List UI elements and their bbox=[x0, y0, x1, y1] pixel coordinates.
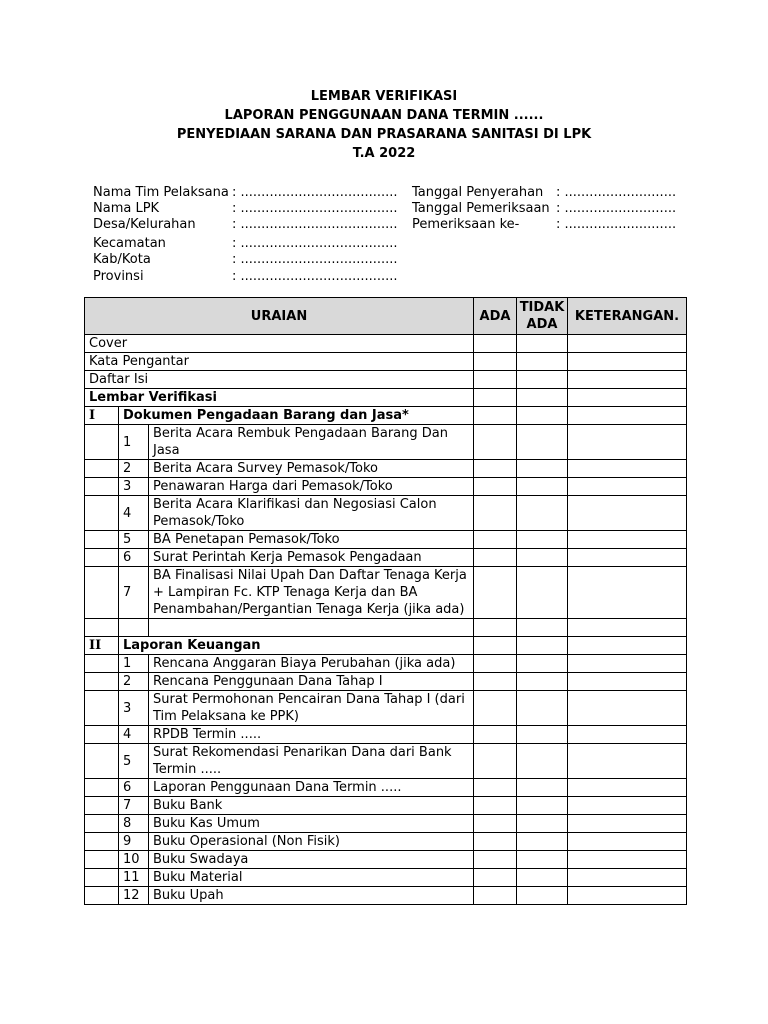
section-row bbox=[85, 407, 687, 425]
cell-keterangan[interactable] bbox=[568, 887, 687, 905]
cell-ada[interactable] bbox=[474, 833, 517, 851]
cell-ada[interactable] bbox=[474, 549, 517, 567]
item-text: Berita Acara Rembuk Pengadaan Barang Dan Jasa bbox=[149, 425, 474, 460]
item-number: 7 bbox=[119, 567, 149, 619]
blank-cell bbox=[149, 619, 474, 637]
cell-keterangan[interactable] bbox=[568, 353, 687, 371]
cell-keterangan[interactable] bbox=[568, 619, 687, 637]
cell-tidak-ada[interactable] bbox=[517, 619, 568, 637]
row-label: Cover bbox=[85, 335, 474, 353]
header-keterangan: KETERANGAN. bbox=[568, 298, 687, 335]
table-row bbox=[85, 460, 687, 478]
table-row bbox=[85, 425, 687, 460]
cell-keterangan[interactable] bbox=[568, 744, 687, 779]
item-text: Buku Upah bbox=[149, 887, 474, 905]
indent-cell bbox=[85, 833, 119, 851]
cell-keterangan[interactable] bbox=[568, 567, 687, 619]
item-number: 12 bbox=[119, 887, 149, 905]
title-line-1: LEMBAR VERIFIKASI bbox=[310, 89, 458, 104]
row-label: Daftar Isi bbox=[85, 371, 474, 389]
item-number: 2 bbox=[119, 673, 149, 691]
cell-tidak-ada[interactable] bbox=[517, 425, 568, 460]
cell-tidak-ada[interactable] bbox=[517, 335, 568, 353]
table-row bbox=[85, 887, 687, 905]
cell-ada[interactable] bbox=[474, 744, 517, 779]
item-number: 4 bbox=[119, 726, 149, 744]
info-label: Pemeriksaan ke- bbox=[412, 217, 520, 232]
table-row bbox=[85, 673, 687, 691]
indent-cell bbox=[85, 815, 119, 833]
item-text: BA Finalisasi Nilai Upah Dan Daftar Tenaga Kerja + Lampiran Fc. KTP Tenaga Kerja dan BA Penambahan/Pergantian Tenaga Kerja (jika ada) bbox=[149, 567, 474, 619]
item-text: Berita Acara Survey Pemasok/Toko bbox=[149, 460, 474, 478]
cell-tidak-ada[interactable] bbox=[517, 833, 568, 851]
cell-keterangan[interactable] bbox=[568, 407, 687, 425]
document-title bbox=[0, 87, 768, 163]
indent-cell bbox=[85, 655, 119, 673]
section-row bbox=[85, 637, 687, 655]
item-text: Buku Operasional (Non Fisik) bbox=[149, 833, 474, 851]
indent-cell bbox=[85, 673, 119, 691]
table-row bbox=[85, 478, 687, 496]
cell-ada[interactable] bbox=[474, 887, 517, 905]
cell-ada[interactable] bbox=[474, 815, 517, 833]
cell-tidak-ada[interactable] bbox=[517, 460, 568, 478]
cell-keterangan[interactable] bbox=[568, 851, 687, 869]
item-number: 5 bbox=[119, 744, 149, 779]
indent-cell bbox=[85, 887, 119, 905]
table-row bbox=[85, 353, 687, 371]
item-text: Surat Rekomendasi Penarikan Dana dari Bank Termin ..... bbox=[149, 744, 474, 779]
table-row bbox=[85, 531, 687, 549]
info-value: : ........................... bbox=[556, 201, 677, 216]
cell-tidak-ada[interactable] bbox=[517, 744, 568, 779]
cell-ada[interactable] bbox=[474, 531, 517, 549]
cell-ada[interactable] bbox=[474, 655, 517, 673]
cell-ada[interactable] bbox=[474, 460, 517, 478]
item-number: 10 bbox=[119, 851, 149, 869]
cell-ada[interactable] bbox=[474, 496, 517, 531]
header-uraian: URAIAN bbox=[85, 298, 474, 335]
cell-tidak-ada[interactable] bbox=[517, 851, 568, 869]
table-row bbox=[85, 851, 687, 869]
cell-keterangan[interactable] bbox=[568, 478, 687, 496]
item-number: 5 bbox=[119, 531, 149, 549]
item-number: 2 bbox=[119, 460, 149, 478]
item-number: 3 bbox=[119, 478, 149, 496]
info-label: Kecamatan bbox=[93, 236, 166, 251]
cell-ada[interactable] bbox=[474, 691, 517, 726]
table-row bbox=[85, 496, 687, 531]
item-text: Penawaran Harga dari Pemasok/Toko bbox=[149, 478, 474, 496]
table-body bbox=[85, 335, 687, 905]
cell-tidak-ada[interactable] bbox=[517, 478, 568, 496]
title-line-3: PENYEDIAAN SARANA DAN PRASARANA SANITASI DI LPK bbox=[176, 127, 592, 142]
header-ada: ADA bbox=[474, 298, 517, 335]
info-value: : ...................................... bbox=[232, 201, 398, 216]
cell-keterangan[interactable] bbox=[568, 637, 687, 655]
indent-cell bbox=[85, 691, 119, 726]
info-label: Tanggal Pemeriksaan bbox=[412, 201, 550, 216]
indent-cell bbox=[85, 797, 119, 815]
cell-ada[interactable] bbox=[474, 335, 517, 353]
item-text: Surat Permohonan Pencairan Dana Tahap I (dari Tim Pelaksana ke PPK) bbox=[149, 691, 474, 726]
cell-keterangan[interactable] bbox=[568, 726, 687, 744]
indent-cell bbox=[85, 425, 119, 460]
blank-row bbox=[85, 619, 687, 637]
item-number: 9 bbox=[119, 833, 149, 851]
item-text: BA Penetapan Pemasok/Toko bbox=[149, 531, 474, 549]
cell-ada[interactable] bbox=[474, 726, 517, 744]
info-value: : ........................... bbox=[556, 217, 677, 232]
cell-ada[interactable] bbox=[474, 353, 517, 371]
cell-tidak-ada[interactable] bbox=[517, 673, 568, 691]
cell-keterangan[interactable] bbox=[568, 833, 687, 851]
cell-ada[interactable] bbox=[474, 619, 517, 637]
row-label: Kata Pengantar bbox=[85, 353, 474, 371]
cell-ada[interactable] bbox=[474, 673, 517, 691]
cell-keterangan[interactable] bbox=[568, 425, 687, 460]
cell-keterangan[interactable] bbox=[568, 869, 687, 887]
cell-tidak-ada[interactable] bbox=[517, 567, 568, 619]
cell-tidak-ada[interactable] bbox=[517, 549, 568, 567]
cell-ada[interactable] bbox=[474, 371, 517, 389]
item-number: 3 bbox=[119, 691, 149, 726]
indent-cell bbox=[85, 460, 119, 478]
item-number: 6 bbox=[119, 549, 149, 567]
item-text: Buku Swadaya bbox=[149, 851, 474, 869]
indent-cell bbox=[85, 726, 119, 744]
item-number: 6 bbox=[119, 779, 149, 797]
cell-keterangan[interactable] bbox=[568, 389, 687, 407]
cell-tidak-ada[interactable] bbox=[517, 869, 568, 887]
indent-cell bbox=[85, 496, 119, 531]
cell-keterangan[interactable] bbox=[568, 549, 687, 567]
cell-tidak-ada[interactable] bbox=[517, 655, 568, 673]
item-text: Laporan Penggunaan Dana Termin ..... bbox=[149, 779, 474, 797]
title-line-4: T.A 2022 bbox=[352, 146, 416, 161]
item-number: 11 bbox=[119, 869, 149, 887]
item-number: 1 bbox=[119, 655, 149, 673]
cell-ada[interactable] bbox=[474, 797, 517, 815]
item-text: Buku Bank bbox=[149, 797, 474, 815]
info-value: : ........................... bbox=[556, 185, 677, 200]
item-text: Surat Perintah Kerja Pemasok Pengadaan bbox=[149, 549, 474, 567]
info-value: : ...................................... bbox=[232, 217, 398, 232]
cell-keterangan[interactable] bbox=[568, 673, 687, 691]
cell-keterangan[interactable] bbox=[568, 496, 687, 531]
indent-cell bbox=[85, 531, 119, 549]
indent-cell bbox=[85, 567, 119, 619]
info-label: Kab/Kota bbox=[93, 252, 151, 267]
table-row bbox=[85, 567, 687, 619]
info-label: Provinsi bbox=[93, 269, 144, 284]
cell-keterangan[interactable] bbox=[568, 531, 687, 549]
cell-keterangan[interactable] bbox=[568, 691, 687, 726]
title-line-2: LAPORAN PENGGUNAAN DANA TERMIN ...... bbox=[224, 108, 544, 123]
table-row bbox=[85, 691, 687, 726]
indent-cell bbox=[85, 869, 119, 887]
table-row bbox=[85, 549, 687, 567]
info-value: : ...................................... bbox=[232, 252, 398, 267]
info-value: : ...................................... bbox=[232, 236, 398, 251]
cell-ada[interactable] bbox=[474, 407, 517, 425]
section-title: Dokumen Pengadaan Barang dan Jasa* bbox=[119, 407, 474, 425]
item-text: Buku Kas Umum bbox=[149, 815, 474, 833]
cell-ada[interactable] bbox=[474, 567, 517, 619]
item-text: Rencana Anggaran Biaya Perubahan (jika ada) bbox=[149, 655, 474, 673]
cell-keterangan[interactable] bbox=[568, 655, 687, 673]
indent-cell bbox=[85, 851, 119, 869]
cell-tidak-ada[interactable] bbox=[517, 496, 568, 531]
indent-cell bbox=[85, 744, 119, 779]
cell-keterangan[interactable] bbox=[568, 815, 687, 833]
cell-keterangan[interactable] bbox=[568, 460, 687, 478]
header-tidak-ada: TIDAK ADA bbox=[517, 298, 568, 335]
cell-tidak-ada[interactable] bbox=[517, 407, 568, 425]
section-number: I bbox=[85, 407, 119, 425]
cell-ada[interactable] bbox=[474, 851, 517, 869]
cell-tidak-ada[interactable] bbox=[517, 353, 568, 371]
cell-tidak-ada[interactable] bbox=[517, 815, 568, 833]
info-label: Nama LPK bbox=[93, 201, 160, 216]
cell-keterangan[interactable] bbox=[568, 797, 687, 815]
item-text: Buku Material bbox=[149, 869, 474, 887]
item-text: RPDB Termin ..... bbox=[149, 726, 474, 744]
verification-table bbox=[84, 297, 687, 905]
cell-ada[interactable] bbox=[474, 389, 517, 407]
info-value: : ...................................... bbox=[232, 185, 398, 200]
item-text: Berita Acara Klarifikasi dan Negosiasi Calon Pemasok/Toko bbox=[149, 496, 474, 531]
table-row bbox=[85, 797, 687, 815]
cell-keterangan[interactable] bbox=[568, 371, 687, 389]
table-row bbox=[85, 815, 687, 833]
cell-ada[interactable] bbox=[474, 425, 517, 460]
item-number: 8 bbox=[119, 815, 149, 833]
table-header-row bbox=[85, 298, 687, 335]
info-label: Nama Tim Pelaksana bbox=[93, 185, 229, 200]
item-number: 7 bbox=[119, 797, 149, 815]
section-title: Laporan Keuangan bbox=[119, 637, 474, 655]
row-label: Lembar Verifikasi bbox=[85, 389, 474, 407]
cell-keterangan[interactable] bbox=[568, 335, 687, 353]
table-row bbox=[85, 655, 687, 673]
info-label: Desa/Kelurahan bbox=[93, 217, 196, 232]
indent-cell bbox=[85, 478, 119, 496]
cell-ada[interactable] bbox=[474, 478, 517, 496]
table-row bbox=[85, 726, 687, 744]
table-row bbox=[85, 833, 687, 851]
item-number: 1 bbox=[119, 425, 149, 460]
info-label: Tanggal Penyerahan bbox=[412, 185, 544, 200]
cell-tidak-ada[interactable] bbox=[517, 371, 568, 389]
cell-tidak-ada[interactable] bbox=[517, 779, 568, 797]
table-row bbox=[85, 869, 687, 887]
info-value: : ...................................... bbox=[232, 269, 398, 284]
section-number: II bbox=[85, 637, 119, 655]
table-row bbox=[85, 744, 687, 779]
blank-cell bbox=[119, 619, 149, 637]
cell-ada[interactable] bbox=[474, 779, 517, 797]
blank-cell bbox=[85, 619, 119, 637]
item-number: 4 bbox=[119, 496, 149, 531]
cell-tidak-ada[interactable] bbox=[517, 531, 568, 549]
cell-tidak-ada[interactable] bbox=[517, 726, 568, 744]
item-text: Rencana Penggunaan Dana Tahap I bbox=[149, 673, 474, 691]
table-row bbox=[85, 335, 687, 353]
cell-tidak-ada[interactable] bbox=[517, 637, 568, 655]
cell-ada[interactable] bbox=[474, 869, 517, 887]
cell-ada[interactable] bbox=[474, 637, 517, 655]
cell-tidak-ada[interactable] bbox=[517, 691, 568, 726]
indent-cell bbox=[85, 779, 119, 797]
table-row bbox=[85, 779, 687, 797]
cell-keterangan[interactable] bbox=[568, 779, 687, 797]
cell-tidak-ada[interactable] bbox=[517, 389, 568, 407]
cell-tidak-ada[interactable] bbox=[517, 797, 568, 815]
table-row bbox=[85, 371, 687, 389]
cell-tidak-ada[interactable] bbox=[517, 887, 568, 905]
table-row bbox=[85, 389, 687, 407]
indent-cell bbox=[85, 549, 119, 567]
